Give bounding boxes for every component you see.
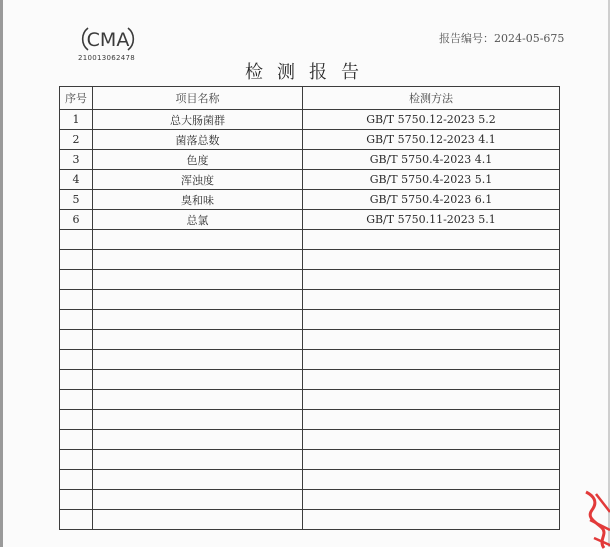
table-row — [60, 210, 559, 230]
row-no: 3 — [60, 150, 93, 169]
table-row-empty — [60, 350, 559, 370]
row-item-name: 臭和味 — [93, 190, 303, 209]
empty-cell — [60, 310, 93, 329]
empty-cell — [93, 270, 303, 289]
row-item-name: 总大肠菌群 — [93, 110, 303, 129]
column-header-method: 检测方法 — [409, 92, 453, 105]
empty-cell — [303, 290, 559, 309]
empty-cell — [60, 510, 93, 529]
page-title: 检测报告 — [245, 62, 373, 83]
row-method: GB/T 5750.4-2023 4.1 — [369, 153, 493, 166]
table-row — [60, 190, 559, 210]
table-row-empty — [60, 450, 559, 470]
empty-cell — [93, 410, 303, 429]
cma-seal-icon — [78, 22, 138, 56]
empty-cell — [93, 250, 303, 269]
table-row-empty — [60, 230, 559, 250]
empty-cell — [303, 490, 559, 509]
row-item-name: 浑浊度 — [93, 170, 303, 189]
row-method: GB/T 5750.12-2023 5.2 — [366, 113, 496, 126]
empty-cell — [93, 230, 303, 249]
empty-cell — [93, 310, 303, 329]
empty-cell — [93, 330, 303, 349]
empty-cell — [303, 450, 559, 469]
row-no: 4 — [60, 170, 93, 189]
row-no: 5 — [60, 190, 93, 209]
empty-cell — [60, 470, 93, 489]
column-header-name: 项目名称 — [93, 87, 303, 109]
row-no: 6 — [60, 210, 93, 229]
empty-cell — [60, 450, 93, 469]
empty-cell — [303, 230, 559, 249]
empty-cell — [303, 270, 559, 289]
empty-cell — [303, 390, 559, 409]
empty-cell — [303, 430, 559, 449]
empty-cell — [303, 330, 559, 349]
empty-cell — [60, 270, 93, 289]
empty-cell — [303, 350, 559, 369]
table-row — [60, 170, 559, 190]
column-header-no: 序号 — [60, 87, 93, 109]
empty-cell — [303, 470, 559, 489]
empty-cell — [303, 410, 559, 429]
empty-cell — [303, 370, 559, 389]
empty-cell — [93, 290, 303, 309]
table-row-empty — [60, 270, 559, 290]
empty-cell — [60, 370, 93, 389]
empty-cell — [303, 510, 559, 529]
row-no: 1 — [60, 110, 93, 129]
table-row-empty — [60, 510, 559, 530]
row-item-name: 总氯 — [93, 210, 303, 229]
empty-cell — [60, 430, 93, 449]
table-header-row — [60, 87, 559, 110]
row-method: GB/T 5750.12-2023 4.1 — [366, 133, 496, 146]
empty-cell — [93, 430, 303, 449]
row-method: GB/T 5750.4-2023 5.1 — [369, 173, 493, 186]
table-row — [60, 130, 559, 150]
empty-cell — [60, 230, 93, 249]
empty-cell — [60, 390, 93, 409]
cma-logo-text: CMA — [86, 29, 130, 51]
empty-cell — [93, 350, 303, 369]
empty-cell — [60, 330, 93, 349]
empty-cell — [93, 450, 303, 469]
row-method: GB/T 5750.4-2023 6.1 — [369, 193, 493, 206]
table-row-empty — [60, 330, 559, 350]
table-row-empty — [60, 470, 559, 490]
report-number: 报告编号：2024-05-675 — [439, 32, 565, 45]
row-method: GB/T 5750.11-2023 5.1 — [366, 213, 496, 226]
empty-cell — [93, 470, 303, 489]
table-row-empty — [60, 290, 559, 310]
empty-cell — [60, 490, 93, 509]
table-row-empty — [60, 390, 559, 410]
table-row-empty — [60, 370, 559, 390]
cma-number: 210013062478 — [78, 54, 136, 62]
table-row-empty — [60, 310, 559, 330]
table-row — [60, 150, 559, 170]
table-row — [60, 110, 559, 130]
empty-cell — [60, 350, 93, 369]
empty-cell — [60, 290, 93, 309]
test-items-table — [59, 86, 560, 530]
table-row-empty — [60, 250, 559, 270]
empty-cell — [93, 490, 303, 509]
empty-cell — [60, 410, 93, 429]
row-item-name: 菌落总数 — [93, 130, 303, 149]
empty-cell — [60, 250, 93, 269]
red-stamp-icon — [580, 490, 610, 550]
table-row-empty — [60, 430, 559, 450]
empty-cell — [93, 370, 303, 389]
row-no: 2 — [60, 130, 93, 149]
empty-cell — [303, 250, 559, 269]
empty-cell — [93, 510, 303, 529]
empty-cell — [93, 390, 303, 409]
empty-cell — [303, 310, 559, 329]
table-row-empty — [60, 490, 559, 510]
row-item-name: 色度 — [93, 150, 303, 169]
table-row-empty — [60, 410, 559, 430]
